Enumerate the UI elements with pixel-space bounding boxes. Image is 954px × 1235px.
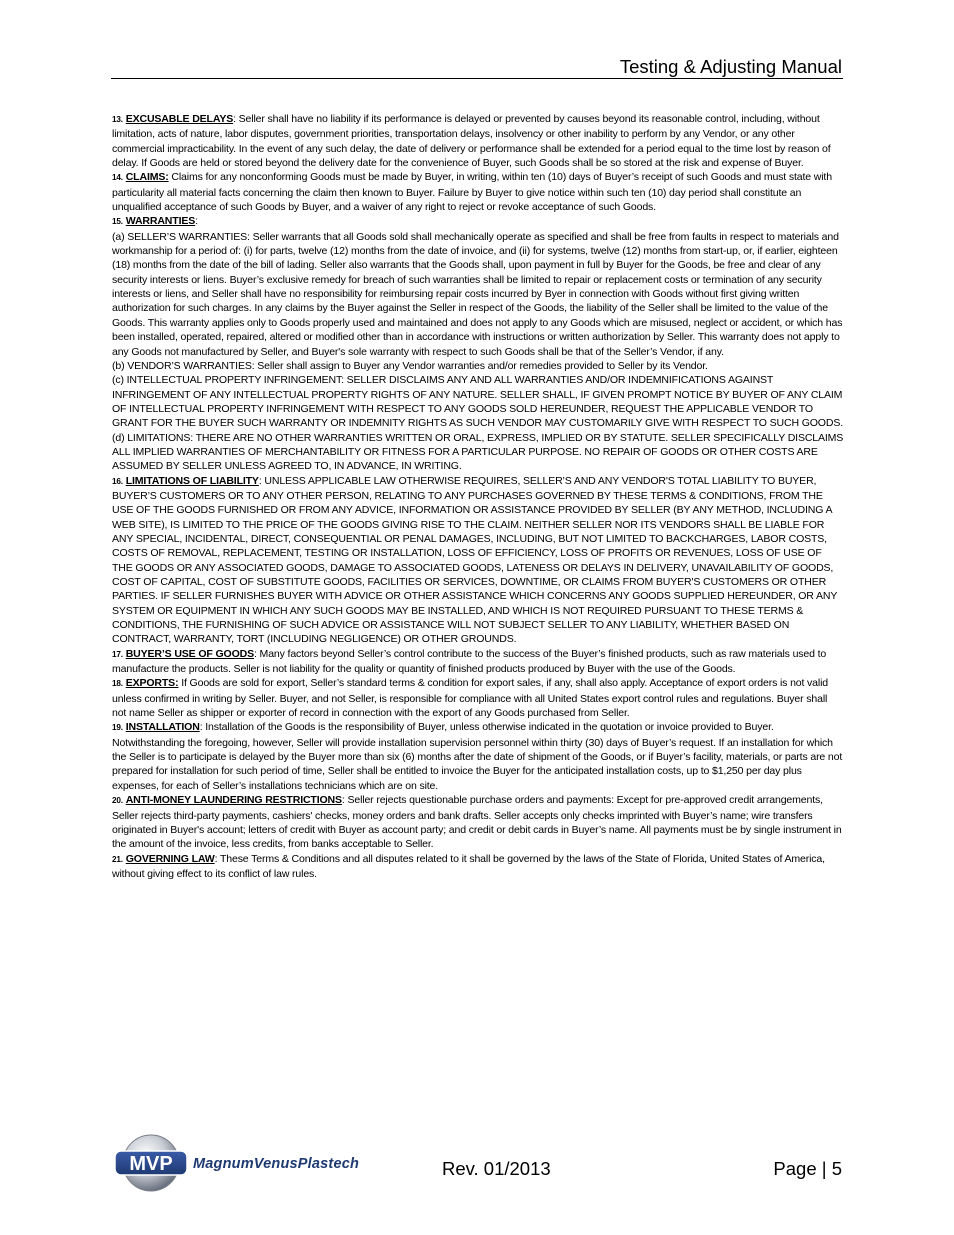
clause-separator: :: [195, 215, 198, 228]
clause-text: Installation of the Goods is the responsibility of Buyer, unless otherwise indicated in the quotation or invoice provided to Buyer. Notwithstanding the foregoing, however, Seller will provide installation supervision personnel within thirty (30) days of Buyer’s request. If an installation for which the Seller is to participate is delayed by the Buyer more than six (6) months after the date of shipment of the Goods, or if Buyer’s facility, materials, or parts are not prepared for installation for such period of time, Seller shall be entitled to invoice the Buyer for the anticipated installation costs, up to $1,250 per day plus expenses, for each of Seller’s installations technicians which are on site.: [112, 721, 843, 792]
clause-heading: GOVERNING LAW: [125, 852, 215, 865]
clause-number: 14.: [112, 173, 123, 183]
clause-text: If Goods are sold for export, Seller’s standard terms & condition for export sales, if any, shall also apply. Acceptance of export orders is not valid unless confirmed in writing by Seller. Buyer, and not Seller, is responsible for compliance with all United States export control rules and regulations. Buyer shall not name Seller as shipper or exporter of record in connection with the export of any Goods purchased from Seller.: [112, 677, 829, 720]
clause-heading: EXCUSABLE DELAYS: [125, 113, 234, 125]
warranty-a: (a) SELLER’S WARRANTIES: Seller warrants that all Goods sold shall mechanically operate as specified and shall be free from faults in respect to materials and workmanship for a period of: (i) for parts, twelve (12) months from the date of invoice, and (ii) for systems, twelve (12) months from start-up, or, if earlier, eighteen (18) months from the date of the bill of lading. Seller also warrants that the Goods shall, upon payment in full by Buyer for the Goods, be free and clear of any security interests or liens. Buyer’s exclusive remedy for breach of such warranties shall be limited to repair or replacement costs or termination of any security interests or liens, and Seller shall have no responsibility for reimbursing repair costs incurred by Byer in connection with Goods without first giving written authorization for such charges. In any claims by the Buyer against the Seller in respect of the Goods, the liability of the Seller shall be limited to the value of the Goods. This warranty applies only to Goods properly used and maintained and does not apply to any Goods which are misused, neglect or accident, or which has been installed, operated, repaired, altered or modified other than in accordance with instructions or written authorization by Seller. This warranty does not apply to any Goods not manufactured by Seller, and Buyer's sole warranty with respect to such Goods shall be that of the Seller’s Vendor, if any.: [112, 230, 843, 358]
company-logo: [111, 1133, 401, 1193]
clause-heading: ANTI-MONEY LAUNDERING RESTRICTIONS: [125, 794, 342, 807]
clause-number: 20.: [112, 796, 123, 806]
clause-separator: :: [258, 474, 262, 487]
clause-20: [112, 793, 844, 851]
clause-separator: :: [214, 852, 218, 865]
clause-text: Many factors beyond Seller’s control contribute to the success of the Buyer’s finished products, such as raw materials used to manufacture the products. Seller is not liability for the quality or quantity of finished products produced by Buyer with the use of the Goods.: [112, 647, 827, 676]
clause-number: 18.: [112, 679, 123, 689]
running-header-title: Testing & Adjusting Manual: [619, 56, 842, 77]
clause-heading: EXPORTS:: [125, 677, 179, 690]
clause-16: [112, 474, 844, 647]
revision-label: Rev. 01/2013: [442, 1158, 551, 1179]
clause-separator: :: [254, 647, 257, 660]
mvp-globe-icon: [111, 1133, 191, 1193]
clause-21: [112, 852, 844, 882]
clause-13: [112, 112, 844, 170]
clause-number: 16.: [112, 476, 123, 486]
clause-number: 15.: [112, 217, 123, 227]
clause-17: [112, 647, 844, 677]
clause-14: [112, 170, 844, 214]
clause-19: [112, 720, 844, 793]
logo-text: MagnumVenusPlastech: [193, 1156, 360, 1172]
clause-number: 17.: [112, 649, 123, 659]
clause-separator: :: [199, 721, 203, 734]
header-rule: [111, 78, 843, 79]
clause-separator: :: [233, 113, 236, 125]
logo-mark: MVP: [129, 1153, 173, 1175]
document-body: [112, 112, 844, 881]
clause-separator: :: [341, 794, 345, 807]
clause-heading: WARRANTIES: [125, 215, 196, 228]
warranty-b: (b) VENDOR’S WARRANTIES: Seller shall assign to Buyer any Vendor warranties and/or remedies provided to Seller by its Vendor.: [112, 359, 708, 372]
clause-18: [112, 676, 844, 720]
warranty-c: (c) INTELLECTUAL PROPERTY INFRINGEMENT: SELLER DISCLAIMS ANY AND ALL WARRANTIES AND/OR INDEMNIFICATIONS AGAINST INFRINGEMENT OF ANY INTELLECTUAL PROPERTY RIGHTS OF ANY NATURE. SELLER SHALL, IF GIVEN PROMPT NOTICE BY BUYER OF ANY CLAIM OF INTELLECTUAL PROPERTY INFRINGEMENT WITH RESPECT TO ANY GOODS SOLD HEREUNDER, REQUEST THE APPLICABLE VENDOR TO GRANT FOR THE BUYER SUCH WARRANTY OR INDEMNITY RIGHTS AS SUCH VENDOR MAY CUSTOMARILY GIVE WITH RESPECT TO SUCH GOODS.: [112, 374, 843, 430]
clause-heading: BUYER’S USE OF GOODS: [125, 647, 254, 660]
page-number: Page | 5: [773, 1158, 842, 1179]
clause-text: Claims for any nonconforming Goods must be made by Buyer, in writing, within ten (10) days of Buyer’s receipt of such Goods and must state with particularity all material facts concerning the claim then known to Buyer. Failure by Buyer to give notice within such ten (10) day period shall constitute an unqualified acceptance of such Goods by Buyer, and a waiver of any right to reject or revoke acceptance of such Goods.: [112, 171, 832, 214]
clause-heading: CLAIMS:: [125, 171, 169, 184]
warranty-d: (d) LIMITATIONS: THERE ARE NO OTHER WARRANTIES WRITTEN OR ORAL, EXPRESS, IMPLIED OR BY STATUTE. SELLER SPECIFICALLY DISCLAIMS ALL IMPLIED WARRANTIES OF MERCHANTABILITY OR FITNESS FOR A PARTICULAR PURPOSE. NO REPAIR OF GOODS OR OTHER COSTS ARE ASSUMED BY SELLER UNLESS AGREED TO, IN ADVANCE, IN WRITING.: [112, 431, 844, 473]
clause-heading: LIMITATIONS OF LIABILITY: [125, 474, 259, 487]
clause-text: UNLESS APPLICABLE LAW OTHERWISE REQUIRES, SELLER’S AND ANY VENDOR'S TOTAL LIABILITY TO BUYER, BUYER’S CUSTOMERS OR TO ANY OTHER PERSON, RELATING TO ANY PURCHASES GOVERNED BY THESE TERMS & CONDITIONS, FROM THE USE OF THE GOODS FURNISHED OR FROM ANY ADVICE, INFORMATION OR ASSISTANCE PROVIDED BY SELLER (BY ANY METHOD, INCLUDING A WEB SITE), IS LIMITED TO THE PRICE OF THE GOODS GIVING RISE TO THE CLAIM. NEITHER SELLER NOR ITS VENDORS SHALL BE LIABLE FOR ANY SPECIAL, INCIDENTAL, DIRECT, CONSEQUENTIAL OR PENAL DAMAGES, INCLUDING, BUT NOT LIMITED TO BACKCHARGES, LABOR COSTS, COSTS OF REMOVAL, REPLACEMENT, TESTING OR INSTALLATION, LOSS OF EFFICIENCY, LOSS OF PROFITS OR REVENUES, LOSS OF USE OF THE GOODS OR ANY ASSOCIATED GOODS, DAMAGE TO ASSOCIATED GOODS, LATENESS OR DELAYS IN DELIVERY, UNAVAILABILITY OF GOODS, COST OF CAPITAL, COST OF SUBSTITUTE GOODS, FACILITIES OR SERVICES, DOWNTIME, OR CLAIMS FROM BUYER'S CUSTOMERS OR OTHER PARTIES. IF SELLER FURNISHES BUYER WITH ADVICE OR OTHER ASSISTANCE WHICH CONCERNS ANY GOODS SUPPLIED HEREUNDER, OR ANY SYSTEM OR EQUIPMENT IN WHICH ANY SUCH GOODS MAY BE INSTALLED, AND WHICH IS NOT REQUIRED PURSUANT TO THESE TERMS & CONDITIONS, THE FURNISHING OF SUCH ADVICE OR ASSISTANCE WILL NOT SUBJECT SELLER TO ANY LIABILITY, WHETHER BASED ON CONTRACT, WARRANTY, TORT (INCLUDING NEGLIGENCE) OR OTHER GROUNDS.: [112, 474, 838, 646]
clause-number: 19.: [112, 723, 123, 733]
clause-text: These Terms & Conditions and all disputes related to it shall be governed by the laws of the State of Florida, United States of America, without giving effect to its conflict of law rules.: [112, 852, 825, 880]
clause-number: 21.: [112, 854, 123, 864]
clause-heading: INSTALLATION: [125, 721, 200, 734]
clause-15: [112, 214, 844, 229]
clause-number: 13.: [112, 115, 123, 124]
clause-text: Seller rejects questionable purchase orders and payments: Except for pre-approved credit arrangements, Seller rejects third-party payments, cashiers' checks, money orders and bank drafts. Seller accepts only checks imprinted with Buyer’s name; wire transfers originated in Buyer's account; letters of credit with Buyer as account party; and credit or debit cards in Buyer’s name. All payments must be by single instrument in the amount of the invoice, less credits, from banks acceptable to Seller.: [112, 794, 842, 851]
clause-text: Seller shall have no liability if its performance is delayed or prevented by causes beyond its reasonable control, including, without limitation, acts of nature, labor disputes, government priorities, transportation delays, insolvency or other inability to perform by any Vendor, or any other commercial impracticability. In the event of any such delay, the date of delivery or performance shall be extended for a period equal to the time lost by reason of delay. If Goods are held or stored beyond the delivery date for the convenience of Buyer, such Goods shall be so stored at the risk and expense of Buyer.: [112, 113, 831, 170]
